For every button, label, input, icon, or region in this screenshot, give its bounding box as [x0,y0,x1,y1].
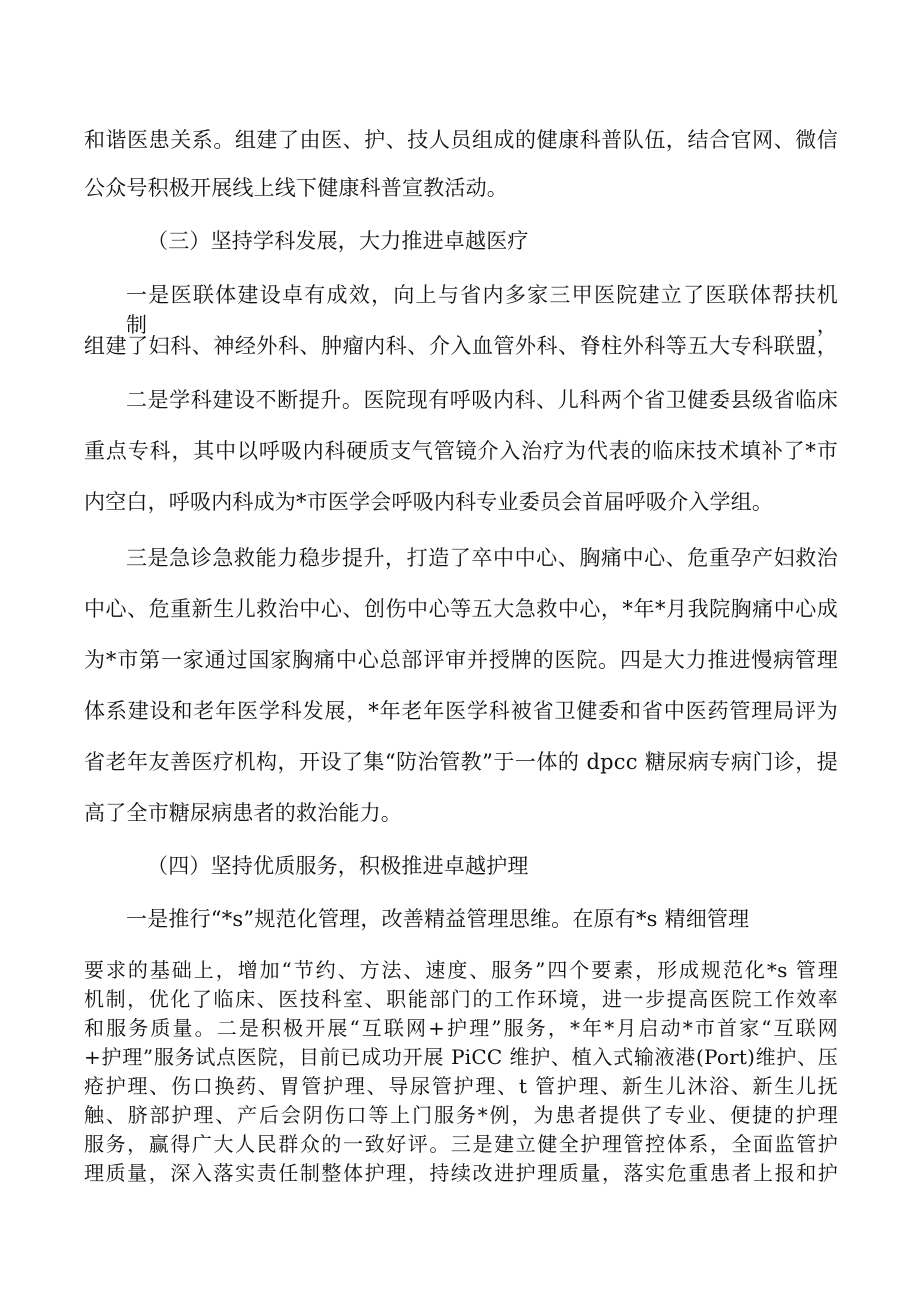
paragraph-line: 机制，优化了临床、医技科室、职能部门的工作环境，进一步提高医院工作效率 [84,987,838,1011]
paragraph-line: 中心、危重新生儿救治中心、创伤中心等五大急救中心，*年*月我院胸痛中心成 [84,597,838,621]
paragraph-line: 服务，赢得广大人民群众的一致好评。三是建立健全护理管控体系，全面监管护 [84,1132,838,1156]
paragraph-line: 触、脐部护理、产后会阴伤口等上门服务*例，为患者提供了专业、便捷的护理 [84,1103,838,1127]
paragraph-line: 组建了妇科、神经外科、肿瘤内科、介入血管外科、脊柱外科等五大专科联盟， [84,334,838,358]
paragraph-line: 和谐医患关系。组建了由医、护、技人员组成的健康科普队伍，结合官网、微信 [84,128,838,152]
paragraph-line: 内空白，呼吸内科成为*市医学会呼吸内科专业委员会首届呼吸介入学组。 [84,490,774,514]
paragraph-line: 和服务质量。二是积极开展“互联网+护理”服务，*年*月启动*市首家“互联网 [84,1016,838,1040]
paragraph-line: +护理”服务试点医院，目前已成功开展 PiCC 维护、植入式输液港(Port)维护、压 [84,1045,838,1069]
paragraph-line: 理质量，深入落实责任制整体护理，持续改进护理质量，落实危重患者上报和护 [84,1161,838,1185]
paragraph-line: 高了全市糖尿病患者的救治能力。 [84,801,402,825]
paragraph-line: 要求的基础上，增加“节约、方法、速度、服务”四个要素，形成规范化*s 管理 [84,958,838,982]
paragraph-line: 二是学科建设不断提升。医院现有呼吸内科、儿科两个省卫健委县级省临床 [126,388,838,412]
section-heading-3: （三）坚持学科发展，大力推进卓越医疗 [147,229,529,253]
paragraph-line: 一是推行“*s”规范化管理，改善精益管理思维。在原有*s 精细管理 [126,907,750,931]
paragraph-line: 为*市第一家通过国家胸痛中心总部评审并授牌的医院。四是大力推进慢病管理 [84,648,838,672]
paragraph-line: 重点专科，其中以呼吸内科硬质支气管镜介入治疗为代表的临床技术填补了*市 [84,439,838,463]
paragraph-line: 三是急诊急救能力稳步提升，打造了卒中中心、胸痛中心、危重孕产妇救治 [126,546,838,570]
section-heading-4: （四）坚持优质服务，积极推进卓越护理 [147,854,529,878]
paragraph-line: 省老年友善医疗机构，开设了集“防治管教”于一体的 dpcc 糖尿病专病门诊，提 [84,750,838,774]
paragraph-line: 疮护理、伤口换药、胃管护理、导尿管护理、t 管护理、新生儿沐浴、新生儿抚 [84,1074,838,1098]
paragraph-line: 体系建设和老年医学科发展，*年老年医学科被省卫健委和省中医药管理局评为 [84,699,838,723]
paragraph-line: 一是医联体建设卓有成效，向上与省内多家三甲医院建立了医联体帮扶机制， [126,283,838,337]
paragraph-line: 公众号积极开展线上线下健康科普宣教活动。 [84,176,508,200]
